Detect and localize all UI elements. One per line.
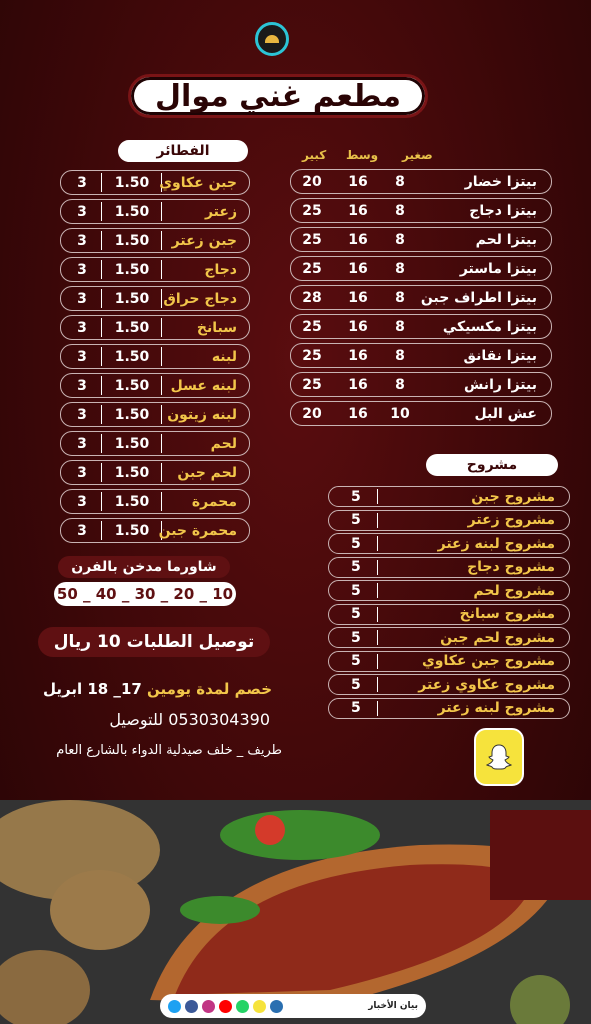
mashrouh-row <box>328 533 570 554</box>
fatayer-large-price: 3 <box>77 522 87 539</box>
pizza-row <box>290 198 552 223</box>
pizza-name: بيتزا لحم <box>475 231 537 248</box>
pizza-row <box>290 256 552 281</box>
mashrouh-row <box>328 557 570 578</box>
divider <box>101 463 102 482</box>
fatayer-large-price: 3 <box>77 261 87 278</box>
pizza-medium-price: 16 <box>348 289 368 306</box>
pizza-medium-price: 16 <box>348 376 368 393</box>
pizza-medium-price: 16 <box>348 347 368 364</box>
pizza-large-price: 25 <box>302 260 322 277</box>
size-medium-header: وسط <box>346 148 379 162</box>
divider <box>161 463 162 482</box>
mashrouh-row <box>328 698 570 719</box>
snapchat-icon[interactable] <box>474 728 524 786</box>
mashrouh-price: 5 <box>351 653 361 669</box>
divider <box>377 583 378 598</box>
pizza-small-price: 8 <box>395 289 405 306</box>
fatayer-name: محمرة جبن <box>158 522 237 539</box>
pizza-small-price: 8 <box>395 318 405 335</box>
divider <box>101 289 102 308</box>
mashrouh-row <box>328 580 570 601</box>
pizza-name: بيتزا رانش <box>464 376 537 393</box>
fatayer-row <box>60 257 250 282</box>
mashrouh-row <box>328 627 570 648</box>
mashrouh-row <box>328 651 570 672</box>
divider <box>101 434 102 453</box>
pizza-small-price: 8 <box>395 173 405 190</box>
mashrouh-name: مشروح لحم <box>473 582 555 599</box>
divider <box>101 492 102 511</box>
fatayer-row <box>60 199 250 224</box>
shawarma-title: شاورما مدخن بالفرن <box>58 556 230 578</box>
divider <box>377 513 378 528</box>
mashrouh-price: 5 <box>351 676 361 693</box>
divider <box>101 231 102 250</box>
divider <box>101 376 102 395</box>
fatayer-name: لحم <box>210 435 237 452</box>
divider <box>101 521 102 540</box>
fatayer-name: دجاج <box>204 261 237 278</box>
fatayer-row <box>60 344 250 369</box>
fatayer-name: لبنه <box>211 348 237 365</box>
pizza-small-price: 8 <box>395 260 405 277</box>
pizza-medium-price: 16 <box>348 231 368 248</box>
pizza-row <box>290 314 552 339</box>
divider <box>101 202 102 221</box>
pizza-medium-price: 16 <box>348 405 368 422</box>
footer-text: بيان الأخبار <box>368 1001 418 1011</box>
fatayer-name: زعتر <box>204 203 237 220</box>
divider <box>101 347 102 366</box>
fatayer-row <box>60 431 250 456</box>
fatayer-small-price: 1.50 <box>114 203 150 220</box>
pizza-large-price: 25 <box>302 202 322 219</box>
fatayer-small-price: 1.50 <box>114 435 150 452</box>
divider <box>161 405 162 424</box>
fatayer-small-price: 1.50 <box>114 377 150 394</box>
pizza-small-price: 8 <box>395 347 405 364</box>
pizza-small-price: 10 <box>390 405 410 422</box>
divider <box>161 231 162 250</box>
footer-bar <box>160 994 426 1018</box>
divider <box>161 202 162 221</box>
mashrouh-price: 5 <box>351 629 361 646</box>
fatayer-small-price: 1.50 <box>114 406 150 423</box>
fatayer-large-price: 3 <box>77 232 87 249</box>
mashrouh-name: مشروح لبنه زعتر <box>437 700 555 716</box>
size-large-header: كبير <box>302 148 327 162</box>
promo-line <box>32 680 272 698</box>
pizza-large-price: 25 <box>302 347 322 364</box>
fatayer-large-price: 3 <box>77 493 87 510</box>
pizza-large-price: 20 <box>302 405 322 422</box>
divider <box>377 630 378 645</box>
shawarma-prices: 10 _ 20 _ 30 _ 40 _ 50 <box>54 582 236 606</box>
fatayer-name: لحم جبن <box>177 464 237 481</box>
pizza-large-price: 28 <box>302 289 322 306</box>
fatayer-name: لبنه زيتون <box>167 406 237 423</box>
pizza-large-price: 20 <box>302 173 322 190</box>
size-small-header: صغير <box>402 148 433 162</box>
address-line: طريف _ خلف صيدلية الدواء بالشارع العام <box>56 743 282 758</box>
mashrouh-price: 5 <box>351 606 361 622</box>
fatayer-name: سبانخ <box>196 319 237 336</box>
fatayer-large-price: 3 <box>77 319 87 336</box>
pizza-name: بيتزا ماستر <box>459 260 537 277</box>
pizza-large-price: 25 <box>302 231 322 248</box>
pizza-name: بيتزا نقانق <box>463 347 537 364</box>
fatayer-small-price: 1.50 <box>114 232 150 249</box>
facebook-icon[interactable] <box>185 1000 198 1013</box>
mashrouh-price: 5 <box>351 488 361 505</box>
fatayer-large-price: 3 <box>77 435 87 452</box>
delivery-banner: توصيل الطلبات 10 ريال <box>38 627 270 657</box>
pizza-name: عش البل <box>474 405 537 422</box>
divider <box>161 289 162 308</box>
promo-strong: خصم لمدة يومين <box>147 680 272 698</box>
pizza-row <box>290 372 552 397</box>
divider <box>377 607 378 622</box>
site-logo-icon <box>270 1000 283 1013</box>
mashrouh-price: 5 <box>351 559 361 575</box>
snapchat-small-icon[interactable] <box>253 1000 266 1013</box>
fatayer-small-price: 1.50 <box>114 290 150 307</box>
fatayer-row <box>60 228 250 253</box>
pizza-large-price: 25 <box>302 376 322 393</box>
fatayer-large-price: 3 <box>77 377 87 394</box>
fatayer-large-price: 3 <box>77 464 87 481</box>
pizza-name: بيتزا اطراف جبن <box>420 289 537 306</box>
divider <box>161 376 162 395</box>
pizza-medium-price: 16 <box>348 202 368 219</box>
fatayer-row <box>60 373 250 398</box>
fatayer-small-price: 1.50 <box>114 522 150 539</box>
divider <box>161 260 162 279</box>
pizza-medium-price: 16 <box>348 173 368 190</box>
mashrouh-price: 5 <box>351 512 361 528</box>
mashrouh-name: مشروح لحم جبن <box>440 629 555 646</box>
fatayer-row <box>60 170 250 195</box>
fatayer-name: دجاج حراق <box>163 290 237 307</box>
fatayer-row <box>60 402 250 427</box>
divider <box>377 701 378 716</box>
fatayer-large-price: 3 <box>77 406 87 423</box>
fatayer-name: جبن عكاوي <box>159 174 237 191</box>
mashrouh-price: 5 <box>351 535 361 552</box>
mashrouh-row <box>328 510 570 531</box>
divider <box>101 173 102 192</box>
divider <box>377 560 378 575</box>
mashrouh-price: 5 <box>351 700 361 716</box>
divider <box>101 405 102 424</box>
fatayer-small-price: 1.50 <box>114 464 150 481</box>
fatayer-heading: الفطائر <box>118 140 248 162</box>
pizza-medium-price: 16 <box>348 318 368 335</box>
pizza-row <box>290 227 552 252</box>
mashrouh-name: مشروح زعتر <box>467 512 555 528</box>
mashrouh-name: مشروح سبانخ <box>459 606 555 622</box>
divider <box>161 434 162 453</box>
pizza-name: بيتزا دجاج <box>469 202 537 219</box>
mashrouh-row <box>328 486 570 507</box>
mashrouh-row <box>328 674 570 695</box>
fatayer-large-price: 3 <box>77 203 87 220</box>
fatayer-row <box>60 489 250 514</box>
whatsapp-icon[interactable] <box>236 1000 249 1013</box>
promo-dates: 17_ 18 ابريل <box>42 680 142 698</box>
mashrouh-price: 5 <box>351 582 361 599</box>
divider <box>161 318 162 337</box>
mashrouh-heading: مشروح <box>426 454 558 476</box>
fatayer-name: لبنه عسل <box>170 377 237 394</box>
divider <box>377 536 378 551</box>
fatayer-small-price: 1.50 <box>114 319 150 336</box>
youtube-icon[interactable] <box>219 1000 232 1013</box>
fatayer-row <box>60 315 250 340</box>
snapchat-ghost-icon <box>484 742 514 772</box>
food-photo <box>0 800 591 1024</box>
pizza-row <box>290 169 552 194</box>
divider <box>101 260 102 279</box>
fatayer-small-price: 1.50 <box>114 174 150 191</box>
divider <box>377 489 378 504</box>
restaurant-logo <box>255 22 289 56</box>
phone-line: 0530304390 للتوصيل <box>109 710 270 729</box>
fatayer-small-price: 1.50 <box>114 348 150 365</box>
divider <box>101 318 102 337</box>
pizza-row <box>290 343 552 368</box>
pizza-row <box>290 285 552 310</box>
fatayer-name: جبن زعتر <box>171 232 237 249</box>
fatayer-row <box>60 518 250 543</box>
restaurant-title: مطعم غني موال <box>128 74 428 118</box>
mashrouh-name: مشروح جبن <box>471 488 555 505</box>
logo-mark-icon <box>265 35 279 43</box>
fatayer-large-price: 3 <box>77 174 87 191</box>
divider <box>161 492 162 511</box>
fatayer-small-price: 1.50 <box>114 261 150 278</box>
pizza-row <box>290 401 552 426</box>
instagram-icon[interactable] <box>202 1000 215 1013</box>
pizza-medium-price: 16 <box>348 260 368 277</box>
divider <box>377 677 378 692</box>
fatayer-large-price: 3 <box>77 290 87 307</box>
fatayer-name: محمرة <box>191 493 237 510</box>
pizza-small-price: 8 <box>395 202 405 219</box>
divider <box>377 654 378 669</box>
fatayer-row <box>60 460 250 485</box>
fatayer-large-price: 3 <box>77 348 87 365</box>
twitter-icon[interactable] <box>168 1000 181 1013</box>
mashrouh-name: مشروح عكاوي زعتر <box>418 676 555 693</box>
pizza-small-price: 8 <box>395 231 405 248</box>
pizza-small-price: 8 <box>395 376 405 393</box>
mashrouh-name: مشروح دجاج <box>467 559 555 575</box>
fatayer-row <box>60 286 250 311</box>
pizza-large-price: 25 <box>302 318 322 335</box>
divider <box>161 347 162 366</box>
mashrouh-name: مشروح جبن عكاوي <box>421 653 555 669</box>
pizza-name: بيتزا خضار <box>464 173 537 190</box>
pizza-name: بيتزا مكسيكي <box>442 318 537 335</box>
mashrouh-row <box>328 604 570 625</box>
fatayer-small-price: 1.50 <box>114 493 150 510</box>
mashrouh-name: مشروح لبنه زعتر <box>437 535 555 552</box>
